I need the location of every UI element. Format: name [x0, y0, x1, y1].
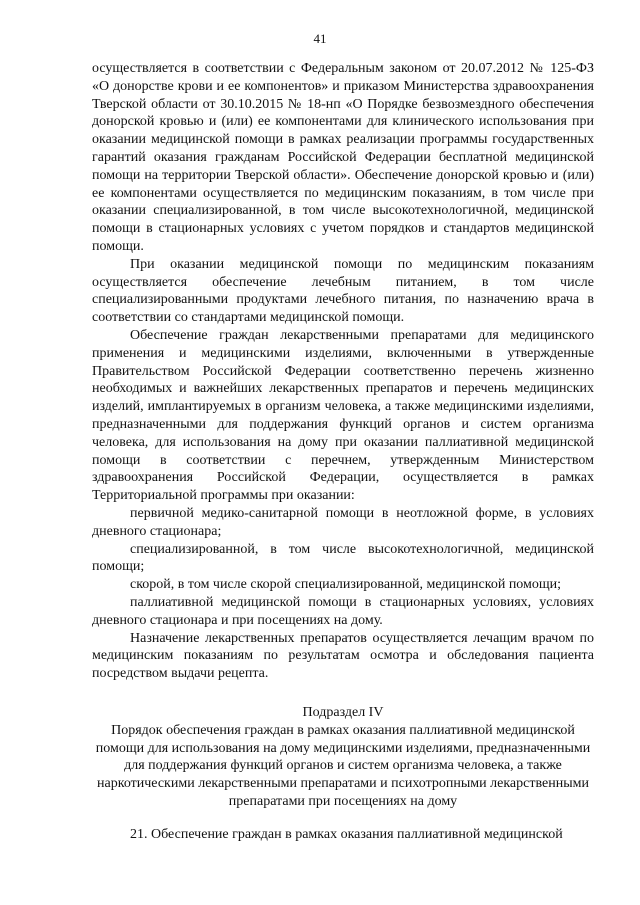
paragraph-prescription: Назначение лекарственных препаратов осуществляется лечащим врачом по медицинским показаниям по результатам осмотра и обследования пациента посредством выдачи рецепта. [92, 630, 594, 682]
paragraph-drug-provision: Обеспечение граждан лекарственными препаратами для медицинского применения и медицинскими изделиями, включенными в утвержденные Правительством Российской Федерации соответственно перечень жизненно необходимых и важнейших лекарственных препаратов и перечень медицинских изделий, имплантируемых в организм человека, а также медицинскими изделиями, предназначенными для поддержания функций органов и систем организма человека, для использования на дому при оказании паллиативной медицинской помощи в соответствии с перечнем, утвержденным Министерством здравоохранения Российской Федерации, осуществляется в рамках Территориальной программы при оказании: [92, 327, 594, 504]
subsection-title: Порядок обеспечения граждан в рамках оказания паллиативной медицинской помощи для использования на дому медицинскими изделиями, предназначенными для поддержания функций органов и систем организма человека, а также наркотическими лекарственными препаратами и психотропными лекарственными препаратами при посещениях на дому [95, 722, 591, 809]
clause-21: 21. Обеспечение граждан в рамках оказания паллиативной медицинской [130, 827, 563, 842]
list-item-palliative-care: паллиативной медицинской помощи в стационарных условиях, условиях дневного стационара и при посещениях на дому. [92, 594, 594, 628]
paragraph-blood-supply: осуществляется в соответствии с Федеральным законом от 20.07.2012 № 125-ФЗ «О донорстве крови и ее компонентов» и приказом Министерства здравоохранения Тверской области от 30.10.2015 № 18-нп «О Порядке безвозмездного обеспечения донорской кровью и (или) ее компонентами для клинического использования при оказании медицинской помощи в рамках реализации программы государственных гарантий оказания гражданам Российской Федерации бесплатной медицинской помощи на территории Тверской области». Обеспечение донорской кровью и (или) ее компонентами осуществляется по медицинским показаниям, в том числе при оказании специализированной, в том числе высокотехнологичной, медицинской помощи в стационарных условиях с учетом порядков и стандартов медицинской помощи. [92, 61, 594, 254]
document-body [92, 60, 594, 683]
list-item-emergency-care: скорой, в том числе скорой специализированной, медицинской помощи; [130, 577, 562, 593]
subsection-header [92, 704, 594, 811]
list-item-primary-care: первичной медико-санитарной помощи в неотложной форме, в условиях дневного стационара; [92, 505, 594, 539]
subsection-number: Подраздел IV [302, 705, 384, 720]
paragraph-medical-nutrition: При оказании медицинской помощи по медицинским показаниям осуществляется обеспечение лечебным питанием, в том числе специализированными продуктами лечебного питания, по назначению врача в соответствии со стандартами медицинской помощи. [92, 256, 594, 326]
list-item-specialized-care: специализированной, в том числе высокотехнологичной, медицинской помощи; [92, 541, 594, 575]
page-number: 41 [313, 31, 327, 46]
